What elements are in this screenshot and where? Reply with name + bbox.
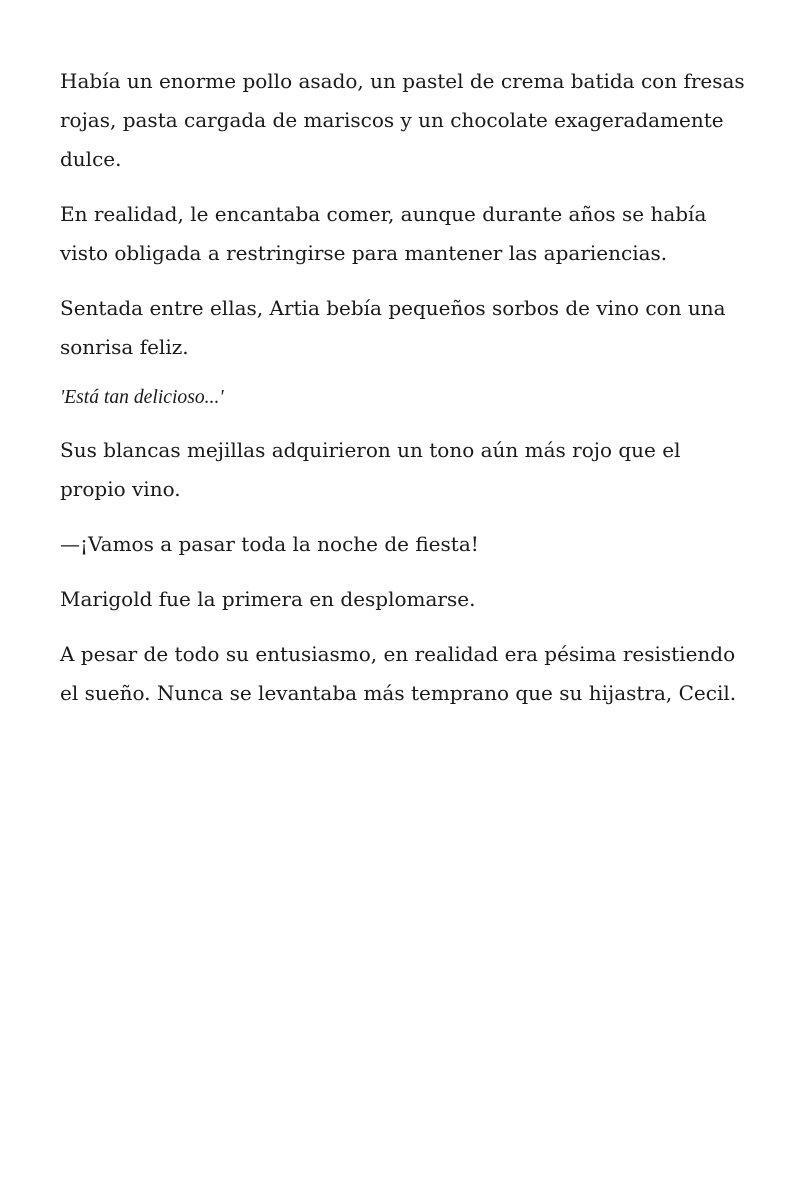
dialogue-line: —¡Vamos a pasar toda la noche de fiesta! — [60, 532, 479, 556]
paragraph: Marigold fue la primera en desplomarse. — [60, 587, 476, 611]
paragraph: A pesar de todo su entusiasmo, en realidad era pésima resistiendo el sueño. Nunca se levantaba más temprano que su hijastra, Cecil. — [60, 642, 737, 705]
paragraph: Sus blancas mejillas adquirieron un tono aún más rojo que el propio vino. — [60, 438, 681, 501]
inner-thought: 'Está tan delicioso...' — [60, 386, 224, 408]
document-page — [60, 62, 750, 729]
paragraph: Había un enorme pollo asado, un pastel de crema batida con fresas rojas, pasta cargada de mariscos y un chocolate exageradamente dulce. — [60, 69, 745, 171]
paragraph: Sentada entre ellas, Artia bebía pequeños sorbos de vino con una sonrisa feliz. — [60, 296, 726, 359]
paragraph: En realidad, le encantaba comer, aunque durante años se había visto obligada a restringirse para mantener las apariencias. — [60, 202, 707, 265]
